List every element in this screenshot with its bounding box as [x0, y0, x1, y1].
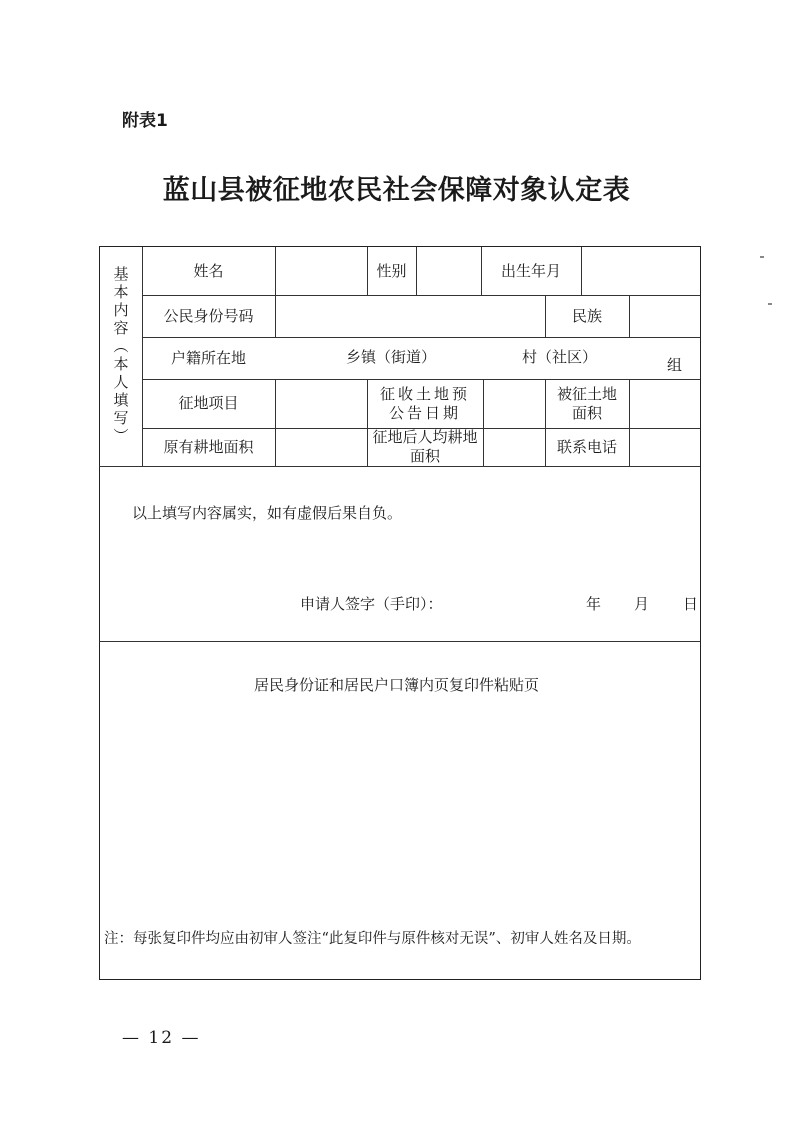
expropriated-area-label: 被征土地面积	[556, 384, 617, 422]
section-divider	[99, 466, 700, 467]
original-area-label: 原有耕地面积	[163, 437, 254, 456]
group-label: 组	[667, 356, 683, 374]
gender-label: 性别	[376, 261, 407, 280]
declaration-statement: 以上填写内容属实，如有虚假后果自负。	[132, 504, 403, 522]
scan-mark	[768, 303, 772, 305]
name-label: 姓名	[193, 261, 224, 280]
scan-mark	[760, 256, 764, 258]
birth-label: 出生年月	[500, 261, 561, 280]
notice-date-field[interactable]	[483, 379, 545, 428]
section-basic-label: 基本内容（本人填写）	[111, 266, 130, 446]
village-label: 村（社区）	[522, 348, 598, 366]
project-label: 征地项目	[178, 394, 239, 412]
attachment-area-title: 居民身份证和居民户口簿内页复印件粘贴页	[253, 676, 539, 694]
date-day-label: 日	[683, 595, 699, 613]
date-month-label: 月	[634, 595, 650, 613]
attachment-note: 注：每张复印件均应由初审人签注“此复印件与原件核对无误”、初审人姓名及日期。	[104, 931, 641, 947]
original-area-field[interactable]	[275, 428, 367, 466]
phone-field[interactable]	[629, 428, 700, 466]
per-capita-area-label: 征地后人均耕地面积	[372, 428, 478, 465]
document-title: 蓝山县被征地农民社会保障对象认定表	[162, 175, 631, 206]
per-capita-area-field[interactable]	[483, 428, 545, 466]
page-number: — 12 —	[122, 1028, 201, 1048]
phone-label: 联系电话	[556, 437, 617, 456]
ethnicity-field[interactable]	[629, 295, 700, 337]
section-divider	[99, 641, 700, 642]
township-label: 乡镇（街道）	[346, 348, 437, 366]
date-year-label: 年	[586, 595, 602, 613]
ethnicity-label: 民族	[571, 306, 602, 325]
household-label: 户籍所在地	[170, 348, 246, 367]
gender-field[interactable]	[416, 247, 481, 295]
notice-date-label: 征收土地预公告日期	[379, 384, 470, 422]
name-field[interactable]	[275, 247, 367, 295]
column-divider	[367, 379, 368, 466]
id-number-label: 公民身份号码	[163, 306, 254, 325]
id-number-field[interactable]	[275, 295, 545, 337]
project-field[interactable]	[275, 379, 367, 428]
birth-field[interactable]	[581, 247, 700, 295]
expropriated-area-field[interactable]	[629, 379, 700, 428]
attachment-label: 附表1	[122, 111, 168, 131]
signature-label: 申请人签字（手印）：	[300, 595, 443, 613]
